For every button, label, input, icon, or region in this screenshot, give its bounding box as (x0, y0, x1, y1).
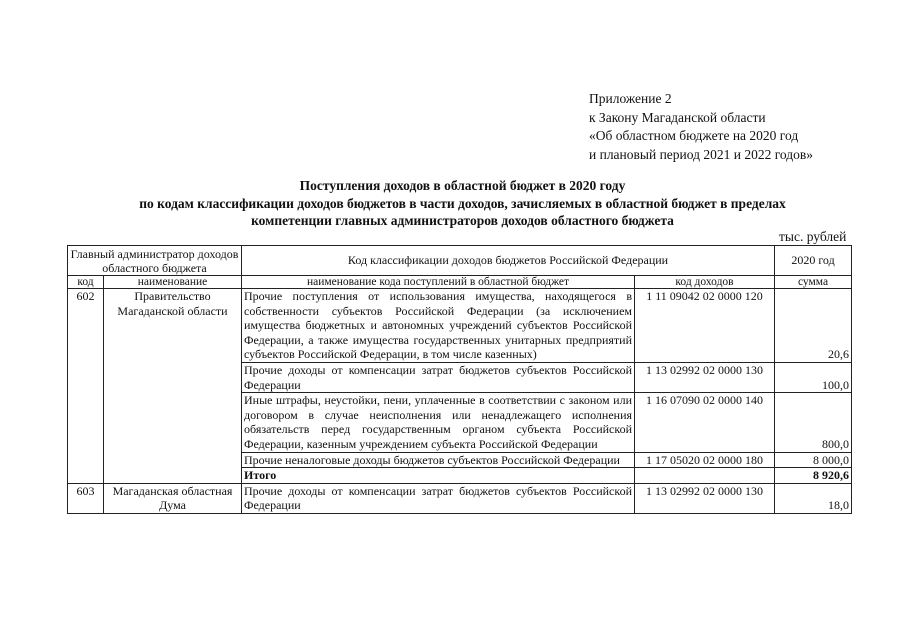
header-year: 2020 год (775, 246, 852, 276)
appendix-block (589, 90, 813, 164)
income-name: Прочие доходы от компенсации затрат бюджетов субъектов Российской Федерации (242, 483, 635, 513)
header-classification: Код классификации доходов бюджетов Российской Федерации (242, 246, 775, 276)
appendix-line: к Закону Магаданской области (589, 109, 766, 125)
title-line: компетенции главных администраторов доходов областного бюджета (251, 213, 674, 228)
income-sum: 18,0 (775, 483, 852, 513)
income-code: 1 13 02992 02 0000 130 (635, 362, 775, 392)
income-sum: 20,6 (775, 289, 852, 363)
table-header-row (68, 246, 852, 276)
income-table (67, 245, 852, 514)
income-name: Прочие поступления от использования имущества, находящегося в собственности субъектов Российской Федерации (за исключением имущества бюджетных и автономных учреждений субъектов Российской Федерации, а также имущества государственных унитарных предприятий субъектов Российской Федерации, в том числе казенных) (242, 289, 635, 363)
income-sum: 800,0 (775, 393, 852, 452)
appendix-line: Приложение 2 (589, 91, 672, 106)
document-title (60, 177, 865, 230)
title-line: по кодам классификации доходов бюджетов в части доходов, зачисляемых в областной бюджет в пределах (139, 195, 786, 211)
units-label: тыс. рублей (779, 229, 847, 244)
total-label: Итого (242, 468, 635, 484)
appendix-line: и плановый период 2021 и 2022 годов» (589, 146, 814, 162)
admin-name: Правительство Магаданской области (104, 289, 242, 484)
header-name: наименование (104, 276, 242, 289)
table-row (68, 483, 852, 513)
header-admin: Главный администратор доходов областного бюджета (68, 246, 242, 276)
income-name: Иные штрафы, неустойки, пени, уплаченные в соответствии с законом или договором в случае неисполнения или ненадлежащего исполнения обязательств перед государственным органом субъекта Российской Федерации, казенным учреждением субъекта Российской Федерации (242, 393, 635, 452)
header-code: код (68, 276, 104, 289)
income-sum: 8 000,0 (775, 452, 852, 468)
income-sum: 100,0 (775, 362, 852, 392)
header-income-code: код доходов (635, 276, 775, 289)
table-subheader-row (68, 276, 852, 289)
admin-code: 602 (68, 289, 104, 484)
income-code: 1 13 02992 02 0000 130 (635, 483, 775, 513)
appendix-line: «Об областном бюджете на 2020 год (589, 128, 799, 143)
header-sum: сумма (775, 276, 852, 289)
title-line: Поступления доходов в областной бюджет в 2020 году (299, 178, 626, 193)
income-code: 1 16 07090 02 0000 140 (635, 393, 775, 452)
income-code: 1 11 09042 02 0000 120 (635, 289, 775, 363)
header-income-name: наименование кода поступлений в областной бюджет (242, 276, 635, 289)
income-name: Прочие доходы от компенсации затрат бюджетов субъектов Российской Федерации (242, 362, 635, 392)
table-row (68, 289, 852, 363)
total-sum: 8 920,6 (775, 468, 852, 484)
admin-code: 603 (68, 483, 104, 513)
income-code: 1 17 05020 02 0000 180 (635, 452, 775, 468)
admin-name: Магаданская областная Дума (104, 483, 242, 513)
total-code-empty (635, 468, 775, 484)
income-name: Прочие неналоговые доходы бюджетов субъектов Российской Федерации (242, 452, 635, 468)
